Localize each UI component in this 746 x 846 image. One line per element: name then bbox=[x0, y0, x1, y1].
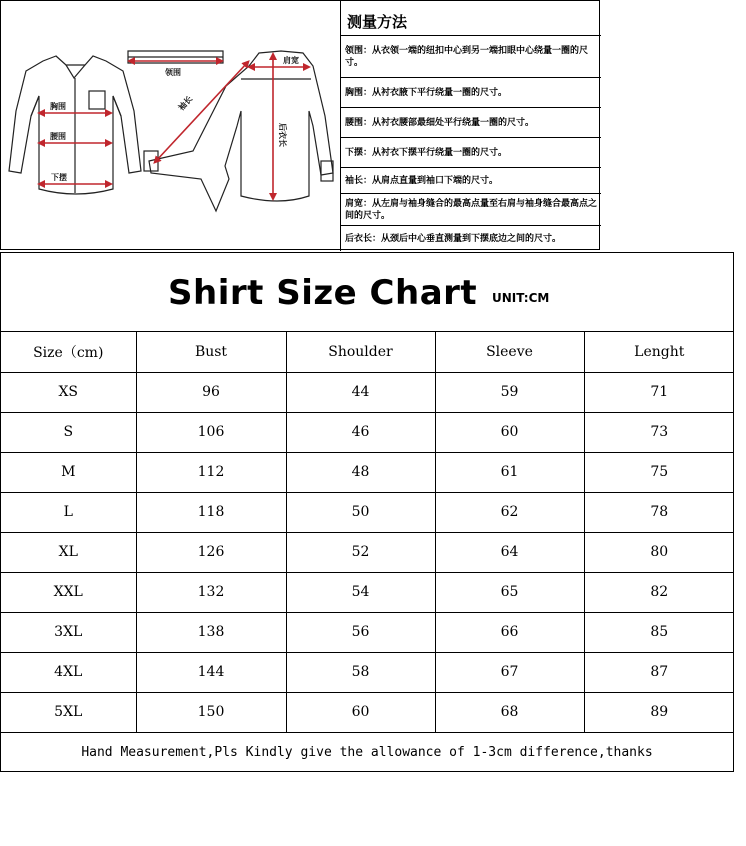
sleeve-cell: 68 bbox=[435, 692, 584, 732]
length-cell: 78 bbox=[584, 492, 734, 532]
chart-title: Shirt Size Chart bbox=[168, 273, 478, 313]
table-row bbox=[1, 652, 734, 692]
length-cell: 89 bbox=[584, 692, 734, 732]
table-row bbox=[1, 692, 734, 732]
length-cell: 82 bbox=[584, 572, 734, 612]
method-item-hem: 下摆：从衬衣下摆平行绕量一圈的尺寸。 bbox=[341, 137, 601, 167]
table-row bbox=[1, 572, 734, 612]
measurement-method-box bbox=[341, 1, 601, 251]
sleeve-cell: 59 bbox=[435, 372, 584, 412]
column-header-length: Lenght bbox=[584, 332, 734, 372]
method-item-shoulder: 肩宽：从左肩与袖身缝合的最高点量至右肩与袖身缝合最高点之间的尺寸。 bbox=[341, 193, 601, 225]
back-length-label: 后衣长 bbox=[278, 123, 287, 147]
size-cell: M bbox=[1, 452, 136, 492]
chart-header bbox=[1, 253, 733, 332]
front-shirt-drawing bbox=[9, 56, 141, 194]
table-row bbox=[1, 452, 734, 492]
shoulder-cell: 58 bbox=[286, 652, 435, 692]
waist-label: 腰围 bbox=[50, 132, 66, 141]
collar-label: 领围 bbox=[165, 68, 181, 77]
sleeve-cell: 66 bbox=[435, 612, 584, 652]
bust-cell: 150 bbox=[136, 692, 286, 732]
shoulder-cell: 54 bbox=[286, 572, 435, 612]
shoulder-cell: 60 bbox=[286, 692, 435, 732]
sleeve-cell: 67 bbox=[435, 652, 584, 692]
bust-cell: 144 bbox=[136, 652, 286, 692]
column-header-sleeve: Sleeve bbox=[435, 332, 584, 372]
bust-cell: 112 bbox=[136, 452, 286, 492]
size-cell: XS bbox=[1, 372, 136, 412]
bust-cell: 96 bbox=[136, 372, 286, 412]
size-cell: 5XL bbox=[1, 692, 136, 732]
size-chart bbox=[0, 252, 734, 772]
table-header-row bbox=[1, 332, 734, 372]
hem-label: 下摆 bbox=[51, 173, 67, 182]
column-header-bust: Bust bbox=[136, 332, 286, 372]
length-cell: 87 bbox=[584, 652, 734, 692]
length-cell: 80 bbox=[584, 532, 734, 572]
bust-cell: 132 bbox=[136, 572, 286, 612]
shoulder-cell: 48 bbox=[286, 452, 435, 492]
bust-cell: 138 bbox=[136, 612, 286, 652]
column-header-size: Size（cm) bbox=[1, 332, 136, 372]
table-row bbox=[1, 532, 734, 572]
length-cell: 71 bbox=[584, 372, 734, 412]
method-item-waist: 腰围：从衬衣腰部最细处平行绕量一圈的尺寸。 bbox=[341, 107, 601, 137]
bust-cell: 106 bbox=[136, 412, 286, 452]
sleeve-cell: 60 bbox=[435, 412, 584, 452]
length-cell: 85 bbox=[584, 612, 734, 652]
shoulder-label: 肩宽 bbox=[283, 56, 299, 65]
method-item-back-length: 后衣长：从颈后中心垂直测量到下摆底边之间的尺寸。 bbox=[341, 225, 601, 251]
size-cell: XL bbox=[1, 532, 136, 572]
size-cell: S bbox=[1, 412, 136, 452]
table-row bbox=[1, 612, 734, 652]
shoulder-cell: 50 bbox=[286, 492, 435, 532]
bust-cell: 118 bbox=[136, 492, 286, 532]
chart-unit: UNIT:CM bbox=[492, 291, 550, 305]
sleeve-cell: 64 bbox=[435, 532, 584, 572]
shoulder-cell: 52 bbox=[286, 532, 435, 572]
size-cell: XXL bbox=[1, 572, 136, 612]
method-title: 测量方法 bbox=[347, 13, 408, 31]
method-item-sleeve: 袖长：从肩点直量到袖口下端的尺寸。 bbox=[341, 167, 601, 193]
length-cell: 73 bbox=[584, 412, 734, 452]
method-item-collar: 领围：从衣领一端的纽扣中心到另一端扣眼中心绕量一圈的尺寸。 bbox=[341, 35, 601, 77]
sleeve-cell: 62 bbox=[435, 492, 584, 532]
shoulder-cell: 46 bbox=[286, 412, 435, 452]
sleeve-cell: 61 bbox=[435, 452, 584, 492]
table-row bbox=[1, 412, 734, 452]
size-cell: 4XL bbox=[1, 652, 136, 692]
shoulder-cell: 44 bbox=[286, 372, 435, 412]
shoulder-cell: 56 bbox=[286, 612, 435, 652]
bust-cell: 126 bbox=[136, 532, 286, 572]
shirt-drawings bbox=[1, 1, 341, 251]
column-header-shoulder: Shoulder bbox=[286, 332, 435, 372]
size-cell: 3XL bbox=[1, 612, 136, 652]
table-row bbox=[1, 492, 734, 532]
table-row bbox=[1, 372, 734, 412]
chest-label: 胸围 bbox=[50, 102, 66, 111]
chart-footer-note: Hand Measurement,Pls Kindly give the allowance of 1-3cm difference,thanks bbox=[81, 745, 653, 760]
size-cell: L bbox=[1, 492, 136, 532]
sleeve-label: 袖长 bbox=[176, 94, 195, 113]
sleeve-cell: 65 bbox=[435, 572, 584, 612]
size-table bbox=[1, 332, 734, 733]
measurement-diagram-panel bbox=[0, 0, 600, 250]
length-cell: 75 bbox=[584, 452, 734, 492]
method-item-chest: 胸围：从衬衣腋下平行绕量一圈的尺寸。 bbox=[341, 77, 601, 107]
shirt-illustration bbox=[1, 1, 341, 251]
